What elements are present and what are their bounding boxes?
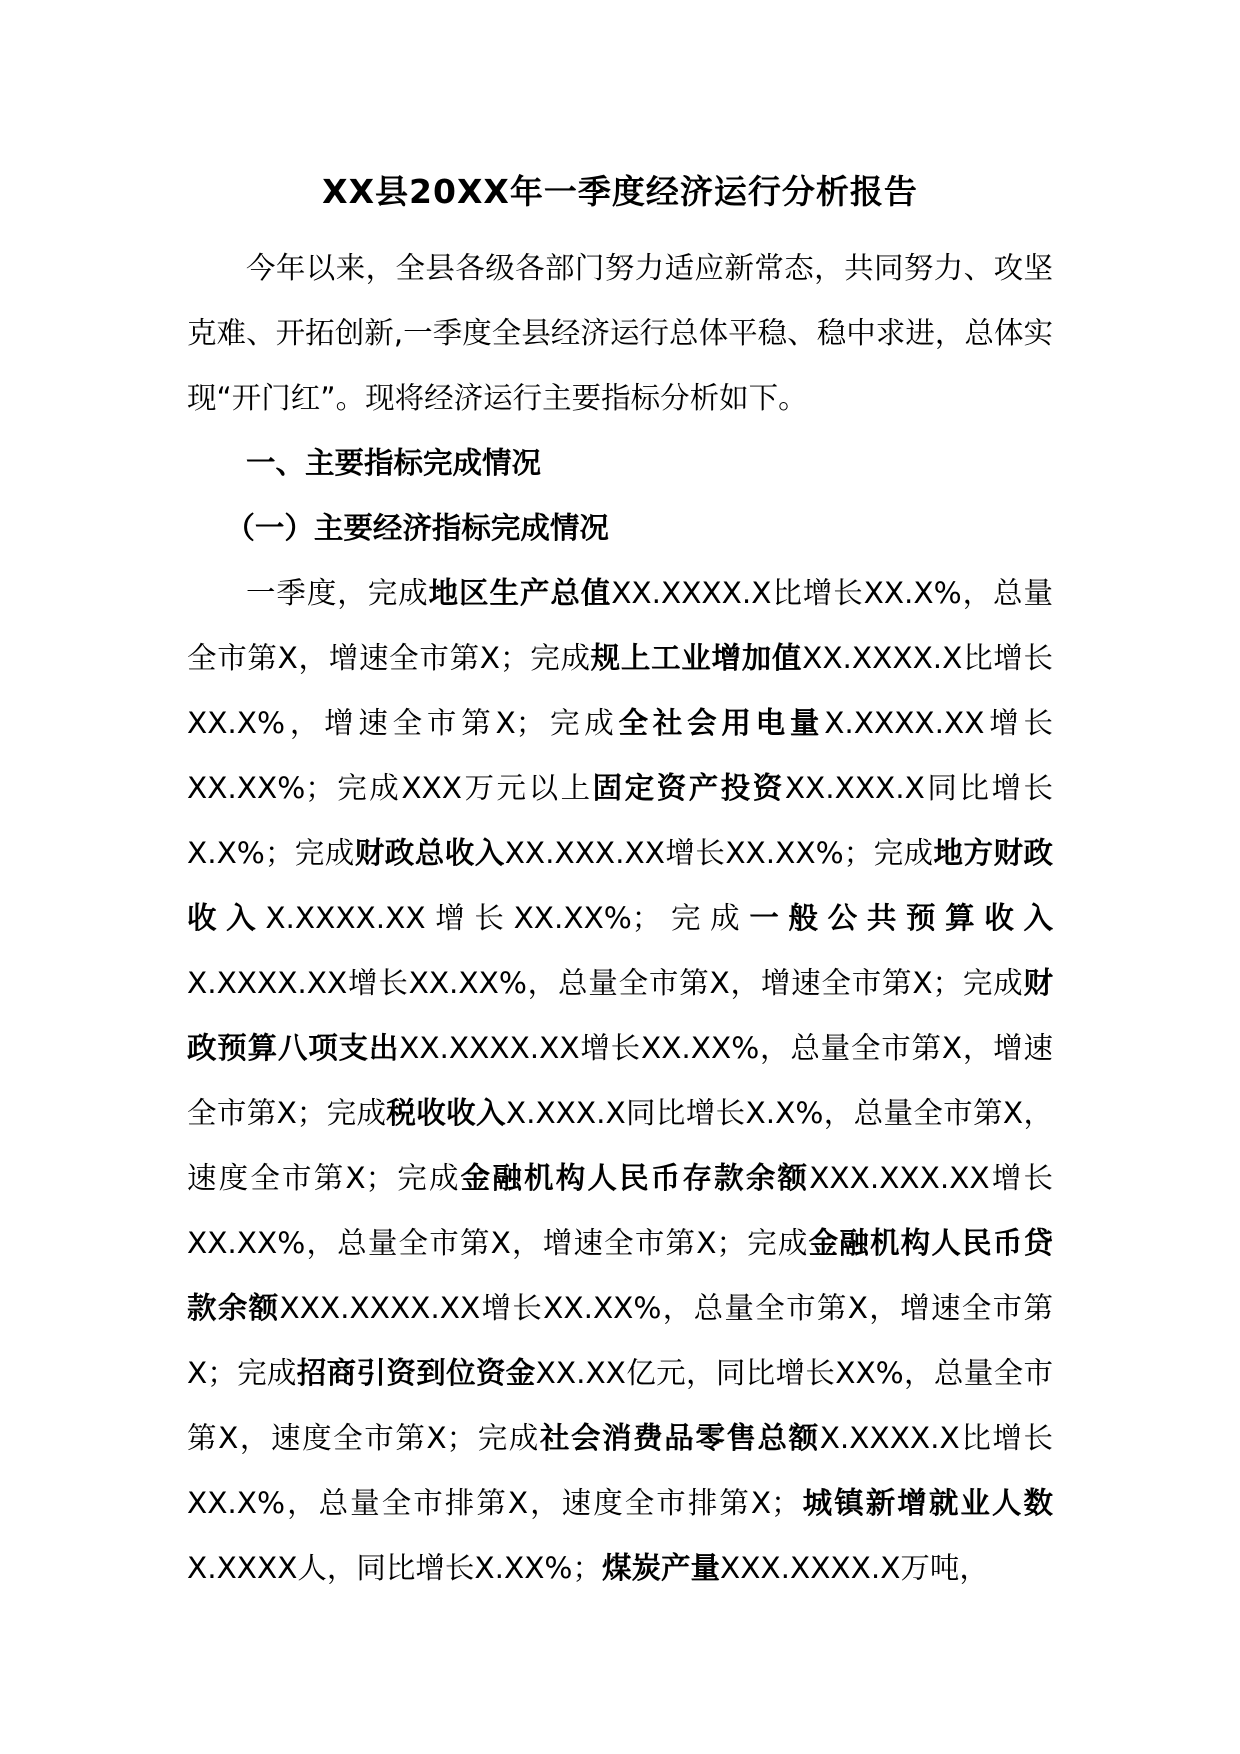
indicator-name: 金融机构人民币贷款余额 — [187, 1226, 1053, 1325]
section-heading: 一、主要指标完成情况 — [246, 446, 542, 480]
indicator-text: XXX.XXX.XX增长XX.XX%，总量全市第X，增速全市第X；完成 — [187, 1161, 1053, 1260]
indicator-name: 地区生产总值 — [428, 576, 612, 610]
indicator-text: XXX.XXXX.XX增长XX.XX%，总量全市第X，增速全市第X；完成 — [187, 1291, 1053, 1390]
indicator-name: 一般公共预算收入 — [749, 901, 1053, 935]
indicator-text: 一季度，完成 — [246, 576, 429, 610]
intro-paragraph: 今年以来，全县各级各部门努力适应新常态，共同努力、攻坚克难、开拓创新,一季度全县经济运行总体平稳、稳中求进，总体实现“开门红”。现将经济运行主要指标分析如下。 — [187, 251, 1053, 415]
indicator-text: XX.XXXX.XX增长XX.XX%，总量全市第X，增速全市第X；完成 — [187, 1031, 1053, 1130]
indicator-name: 固定资产投资 — [592, 771, 785, 805]
indicator-text: XX.XXX.XX增长XX.XX%；完成 — [504, 836, 934, 870]
indicator-name: 城镇新增就业人数 — [800, 1486, 1053, 1520]
indicator-name: 全社会用电量 — [618, 706, 825, 740]
indicator-name: 财政总收入 — [354, 836, 505, 870]
indicator-name: 规上工业增加值 — [590, 641, 803, 675]
indicator-text: XX.XXXX.X比增长XX.X%，增速全市第X；完成 — [187, 641, 1053, 740]
document-body — [187, 236, 1053, 1601]
indicator-text: X.XXXX人，同比增长X.XX%； — [187, 1551, 602, 1585]
indicator-name: 金融机构人民币存款余额 — [460, 1161, 810, 1195]
indicator-text: XX.XXX.X同比增长X.X%；完成 — [187, 771, 1053, 870]
indicator-name: 社会消费品零售总额 — [539, 1421, 820, 1455]
indicator-text: X.XXXX.XX增长XX.XX%，总量全市第X，增速全市第X；完成 — [187, 966, 1024, 1000]
indicator-text: X.XXXX.XX增长XX.XX%；完成XXX万元以上 — [187, 706, 1053, 805]
indicator-text: XX.XXXX.X比增长XX.X%，总量全市第X，增速全市第X；完成 — [187, 576, 1053, 675]
indicator-name: 煤炭产量 — [601, 1551, 720, 1585]
indicator-name: 财政预算八项支出 — [187, 966, 1053, 1065]
document-title: XX县20XX年一季度经济运行分析报告 — [322, 172, 918, 211]
indicator-text: X.XXXX.X比增长XX.X%，总量全市排第X，速度全市排第X； — [187, 1421, 1053, 1520]
indicator-name: 地方财政收入 — [187, 836, 1053, 935]
indicator-paragraph — [187, 561, 1053, 1601]
indicator-text: X.XXXX.XX增长XX.XX%；完成 — [265, 901, 750, 935]
indicator-text: XXX.XXXX.X万吨， — [719, 1551, 989, 1585]
indicator-text: XX.XX亿元，同比增长XX%，总量全市第X，速度全市第X；完成 — [187, 1356, 1053, 1455]
subsection-heading: （一）主要经济指标完成情况 — [225, 511, 609, 545]
indicator-text: X.XXX.X同比增长X.X%，总量全市第X，速度全市第X；完成 — [187, 1096, 1053, 1195]
indicator-name: 招商引资到位资金 — [296, 1356, 536, 1390]
indicator-name: 税收收入 — [386, 1096, 506, 1130]
